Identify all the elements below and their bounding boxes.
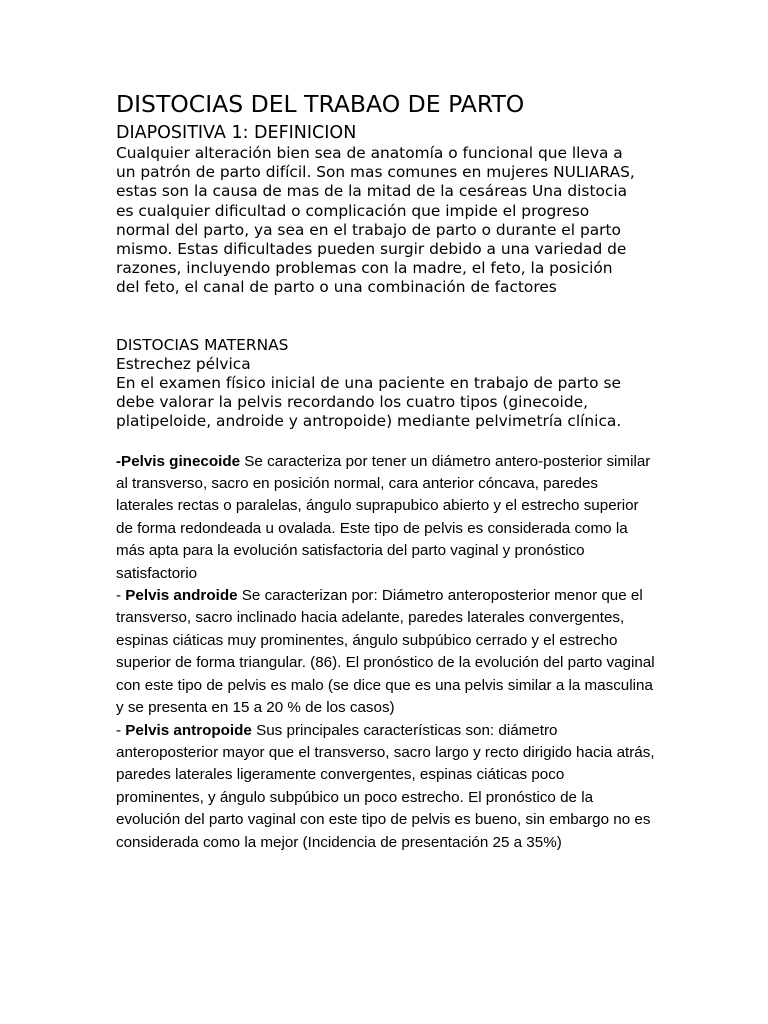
document-title: DISTOCIAS DEL TRABAO DE PARTO [116,90,525,118]
pelvis-ginecoide-text: Se caracteriza por tener un diámetro antero-posterior similar al transverso, sacro en posición normal, cara anterior cóncava, paredes laterales rectas o paralelas, ángulo suprapubico abierto y el estrecho superior de forma redondeada u ovalada. Este tipo de pelvis es considerada como la más apta para la evolución satisfactoria del parto vaginal y pronóstico satisfactorio [116,452,651,582]
intro-paragraph: En el examen físico inicial de una paciente en trabajo de parto se debe valorar la pelvis recordando los cuatro tipos (ginecoide, platipeloide, androide y antropoide) mediante pelvimetría clínica. [116,374,622,431]
pelvis-antropoide-paragraph [116,720,656,854]
slide-heading: DIAPOSITIVA 1: DEFINICION [116,123,357,143]
definition-paragraph: Cualquier alteración bien sea de anatomía o funcional que lleva a un patrón de parto difícil. Son mas comunes en mujeres NULIARAS, estas son la causa de mas de la mitad de la cesáreas Una distocia es cualquier dificultad o complicación que impide el progreso normal del parto, ya sea en el trabajo de parto o durante el parto mismo. Estas dificultades pueden surgir debido a una variedad de razones, incluyendo problemas con la madre, el feto, la posición del feto, el canal de parto o una combinación de factores [116,144,635,297]
pelvis-androide-text: Se caracterizan por: Diámetro anteroposterior menor que el transverso, sacro inclinado hacia adelante, paredes laterales convergentes, espinas ciáticas muy prominentes, ángulo subpúbico cerrado y el estrecho superior de forma triangular. (86). El pronóstico de la evolución del parto vaginal con este tipo de pelvis es malo (se dice que es una pelvis similar a la masculina y se presenta en 15 a 20 % de los casos) [116,587,655,717]
subsection-heading: Estrechez pélvica [116,354,251,373]
pelvis-androide-term: Pelvis androide [125,587,238,605]
document-page [116,88,656,854]
section-spacer [116,298,656,336]
pelvis-androide-prefix: - [116,587,126,605]
pelvis-androide-paragraph [116,585,656,719]
pelvis-antropoide-term: Pelvis antropoide [125,721,252,739]
section-heading: DISTOCIAS MATERNAS [116,335,289,354]
pelvis-antropoide-prefix: - [116,721,126,739]
pelvis-ginecoide-term: -Pelvis ginecoide [116,452,241,470]
paragraph-gap [116,432,656,451]
pelvis-ginecoide-paragraph [116,451,656,585]
pelvis-antropoide-text: Sus principales características son: diámetro anteroposterior mayor que el transverso, sacro largo y recto dirigido hacia atrás, paredes laterales ligeramente convergentes, espinas ciáticas poco prominentes, y ángulo subpúbico un poco estrecho. El pronóstico de la evolución del parto vaginal con este tipo de pelvis es bueno, sin embargo no es considerada como la mejor (Incidencia de presentación 25 a 35%) [116,721,655,851]
